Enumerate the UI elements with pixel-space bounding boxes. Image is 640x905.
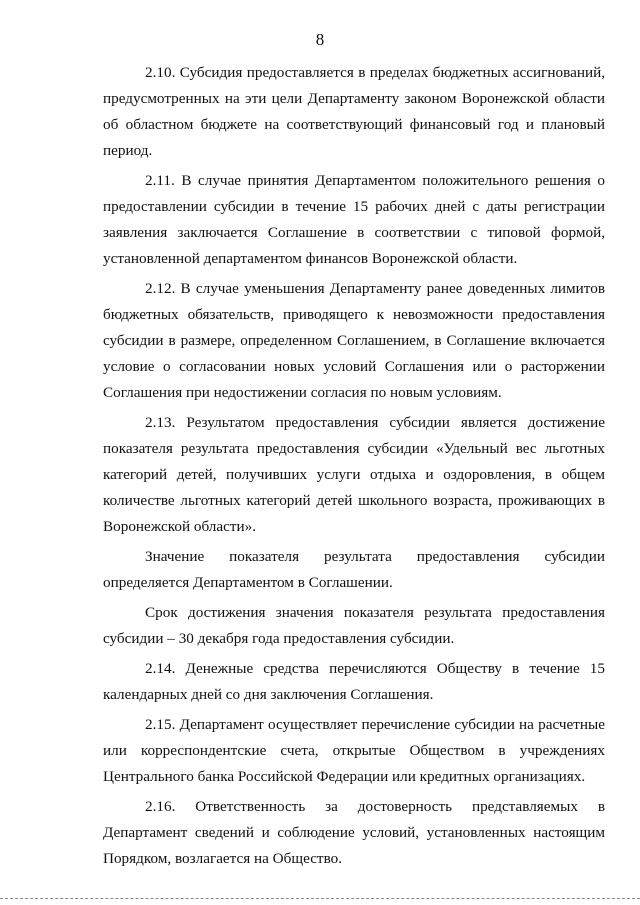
paragraph-indicator-value: Значение показателя результата предоставления субсидии определяется Департаментом в Соглашении. xyxy=(103,548,605,591)
paragraph-2-10: 2.10. Субсидия предоставляется в пределах бюджетных ассигнований, предусмотренных на эти цели Департаменту законом Воронежской области об областном бюджете на соответствующий финансовый год и плановый период. xyxy=(103,64,605,159)
page-number: 8 xyxy=(315,30,325,49)
paragraph-2-12: 2.12. В случае уменьшения Департаменту ранее доведенных лимитов бюджетных обязательств, приводящего к невозможности предоставления субсидии в размере, определенном Соглашением, в Соглашение включается условие о согласовании новых условий Соглашения или о расторжении Соглашения при недостижении согласия по новым условиям. xyxy=(103,280,605,401)
paragraph-2-13: 2.13. Результатом предоставления субсидии является достижение показателя результата предоставления субсидии «Удельный вес льготных категорий детей, получивших услуги отдыха и оздоровления, в общем количестве льготных категорий детей школьного возраста, проживающих в Воронежской области». xyxy=(103,414,605,535)
paragraph-2-16: 2.16. Ответственность за достоверность представляемых в Департамент сведений и соблюдение условий, установленных настоящим Порядком, возлагается на Общество. xyxy=(103,798,605,867)
paragraph-deadline: Срок достижения значения показателя результата предоставления субсидии – 30 декабря года предоставления субсидии. xyxy=(103,604,605,647)
paragraph-2-14: 2.14. Денежные средства перечисляются Обществу в течение 15 календарных дней со дня заключения Соглашения. xyxy=(103,660,605,703)
paragraph-2-15: 2.15. Департамент осуществляет перечисление субсидии на расчетные или корреспондентские счета, открытые Обществом в учреждениях Центрального банка Российской Федерации или кредитных организациях. xyxy=(103,716,605,785)
paragraph-2-11: 2.11. В случае принятия Департаментом положительного решения о предоставлении субсидии в течение 15 рабочих дней с даты регистрации заявления заключается Соглашение в соответствии с типовой формой, установленной департаментом финансов Воронежской области. xyxy=(103,172,605,267)
scan-edge-line xyxy=(0,898,640,901)
document-body xyxy=(103,60,605,872)
